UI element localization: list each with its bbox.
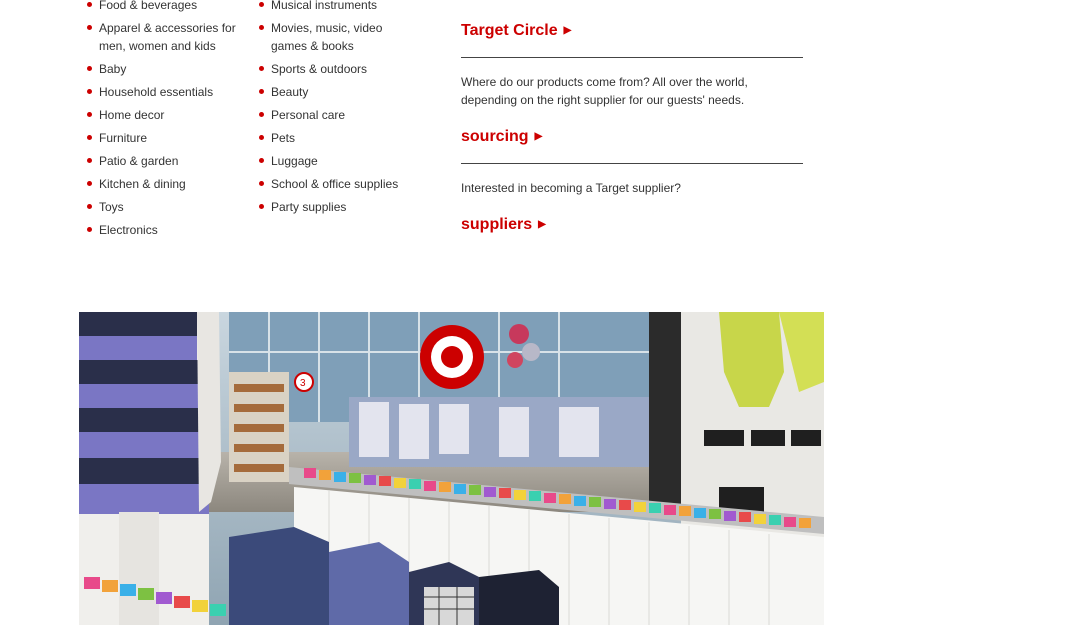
suppliers-link[interactable] [461,216,546,234]
target-circle-link[interactable] [461,22,571,40]
target-logo [420,325,484,389]
list-item: Patio & garden [79,152,239,170]
sourcing-link[interactable] [461,128,542,146]
list-item: Food & beverages [79,0,239,14]
price-sign: 3 [300,378,306,389]
list-item: Pets [251,129,421,147]
list-item: Beauty [251,83,421,101]
list-item: Baby [79,60,239,78]
divider [461,57,803,58]
triangle-right-icon: ▶ [563,25,572,36]
list-item: Home decor [79,106,239,124]
mannequin [79,312,221,625]
list-item: Party supplies [251,198,421,216]
list-item: Musical instruments [251,0,421,14]
target-circle-link-label: Target Circle [461,22,558,39]
suppliers-link-label: suppliers [461,216,533,233]
list-item: Toys [79,198,239,216]
sourcing-link-label: sourcing [461,128,529,145]
list-item: School & office supplies [251,175,421,193]
triangle-right-icon: ▶ [538,219,546,230]
sourcing-description: Where do our products come from? All over the world, depending on the right supplier for our guests' needs. [461,75,748,107]
triangle-right-icon: ▶ [534,131,543,142]
list-item: Personal care [251,106,421,124]
suppliers-description: Interested in becoming a Target supplier? [461,181,681,195]
list-item: Apparel & accessories for men, women and kids [79,19,239,55]
divider [461,163,803,164]
list-item: Furniture [79,129,239,147]
list-item: Electronics [79,221,239,239]
store-photo [79,312,824,625]
list-item: Sports & outdoors [251,60,421,78]
list-item: Luggage [251,152,421,170]
category-list-col2 [251,0,421,221]
list-item: Household essentials [79,83,239,101]
list-item: Kitchen & dining [79,175,239,193]
category-list-col1 [79,0,239,244]
list-item: Movies, music, video games & books [251,19,421,55]
